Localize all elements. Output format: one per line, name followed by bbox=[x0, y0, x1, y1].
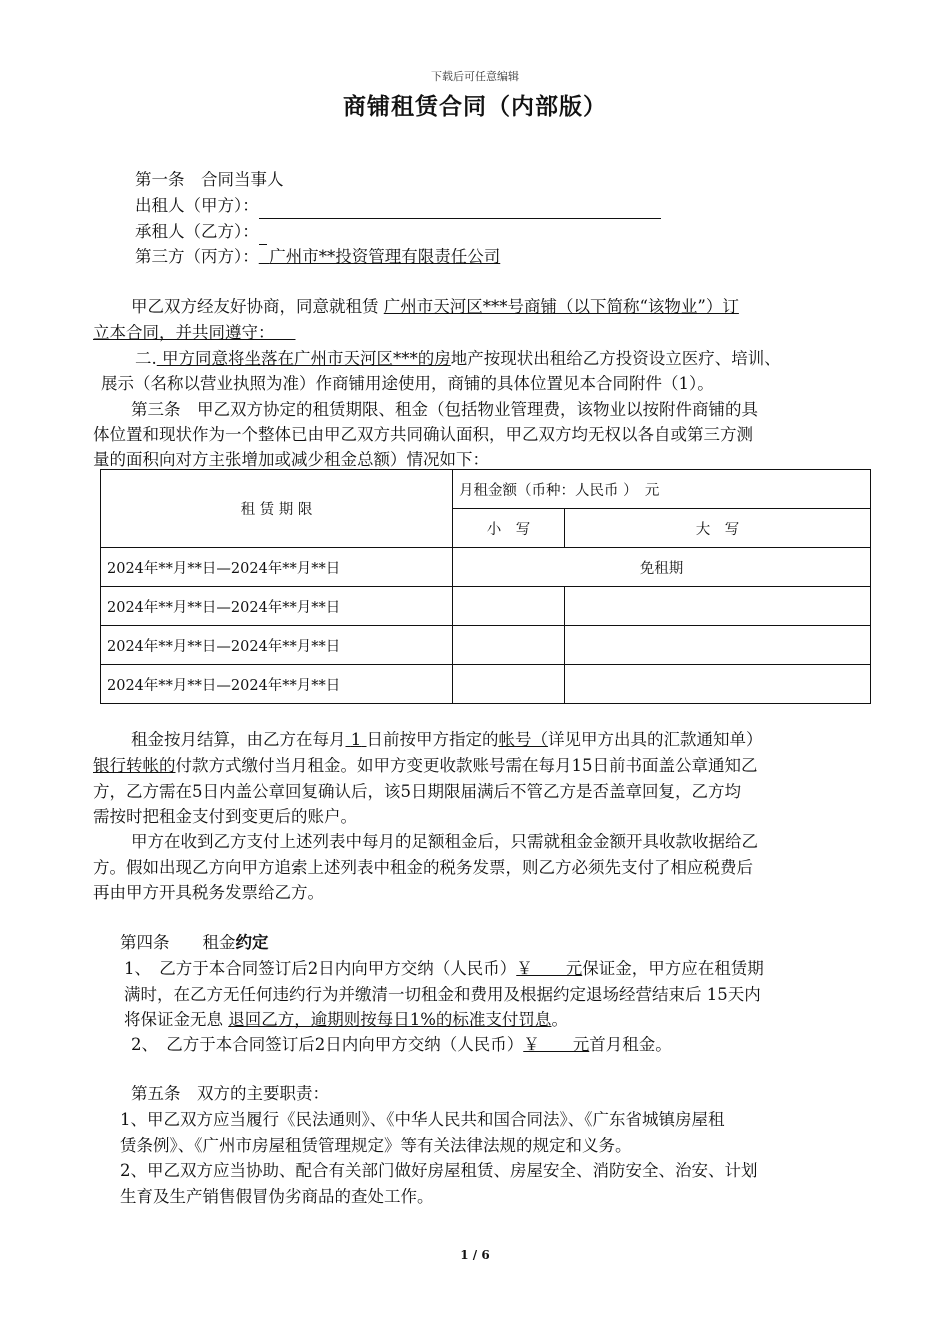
art4-item-2: 2、 乙方于本合同签订后2日内向甲方交纳（人民币）￥ 元首月租金。 bbox=[131, 1035, 672, 1054]
lessee-label: 承租人（乙方）： bbox=[135, 222, 259, 241]
lessee-blank bbox=[259, 226, 267, 245]
art3-line-3: 量的面积向对方主张增加或减少租金总额）情况如下： bbox=[93, 450, 489, 469]
small-cell bbox=[453, 587, 565, 626]
period-cell: 2024年**月**日—2024年**月**日 bbox=[101, 548, 453, 587]
third-party-row bbox=[135, 244, 651, 270]
table-row bbox=[101, 548, 871, 587]
art4-heading: 第四条 租金约定 bbox=[120, 933, 269, 952]
table-row bbox=[101, 587, 871, 626]
intro-line-1: 甲乙双方经友好协商，同意就租赁 广州市天河区***号商铺（以下简称“该物业”）订 bbox=[131, 297, 739, 316]
third-party-label: 第三方（丙方）： bbox=[135, 247, 259, 266]
payment-line-2: 银行转帐的付款方式缴付当月租金。如甲方变更收款账号需在每月15日前书面盖公章通知乙 bbox=[93, 756, 758, 775]
big-header: 大 写 bbox=[565, 509, 871, 548]
art4-item-1: 1、 乙方于本合同签订后2日内向甲方交纳（人民币）￥ 元保证金，甲方应在租赁期 bbox=[124, 959, 764, 978]
big-cell bbox=[565, 626, 871, 665]
payment-line-3: 方，乙方需在5日内盖公章回复确认后，该5日期限届满后不管乙方是否盖章回复，乙方均 bbox=[93, 782, 741, 801]
period-cell: 2024年**月**日—2024年**月**日 bbox=[101, 665, 453, 704]
payment-line-5: 甲方在收到乙方支付上述列表中每月的足额租金后，只需就租金金额开具收款收据给乙 bbox=[131, 832, 758, 851]
period-cell: 2024年**月**日—2024年**月**日 bbox=[101, 626, 453, 665]
payment-line-6: 方。假如出现乙方向甲方追索上述列表中租金的税务发票，则乙方必须先支付了相应税费后 bbox=[93, 858, 753, 877]
art4-item-1-line-2: 满时，在乙方无任何违约行为并缴清一切租金和费用及根据约定退场经营结束后 15天内 bbox=[124, 985, 761, 1004]
small-cell bbox=[453, 665, 565, 704]
art1-heading: 第一条 合同当事人 bbox=[135, 170, 284, 189]
rent-free-cell: 免租期 bbox=[453, 548, 871, 587]
art5-item-2-line-1: 2、甲乙双方应当协助、配合有关部门做好房屋租赁、房屋安全、消防安全、治安、计划 bbox=[120, 1161, 758, 1180]
payment-line-1: 租金按月结算，由乙方在每月 1 日前按甲方指定的帐号（详见甲方出具的汇款通知单） bbox=[131, 730, 763, 749]
art2-line-2: 展示（名称以营业执照为准）作商铺用途使用，商铺的具体位置见本合同附件（1）。 bbox=[101, 374, 714, 393]
lessor-row bbox=[135, 193, 661, 219]
art4-item-1-line-3: 将保证金无息 退回乙方，逾期则按每日1%的标准支付罚息。 bbox=[124, 1010, 568, 1029]
lessee-row bbox=[135, 219, 267, 245]
big-cell bbox=[565, 587, 871, 626]
header-note: 下载后可任意编辑 bbox=[431, 70, 519, 83]
small-cell bbox=[453, 626, 565, 665]
lessor-label: 出租人（甲方）： bbox=[135, 196, 259, 215]
art5-item-1-line-1: 1、甲乙双方应当履行《民法通则》、《中华人民共和国合同法》、《广东省城镇房屋租 bbox=[120, 1110, 725, 1129]
intro-line-2: 立本合同，并共同遵守： bbox=[93, 323, 275, 342]
rent-header: 月租金额（币种：人民币 ） 元 bbox=[453, 470, 871, 509]
big-cell bbox=[565, 665, 871, 704]
period-cell: 2024年**月**日—2024年**月**日 bbox=[101, 587, 453, 626]
payment-line-4: 需按时把租金支付到变更后的账户。 bbox=[93, 807, 357, 826]
rent-table bbox=[100, 469, 871, 704]
deposit-amount: ￥ 元 bbox=[516, 959, 583, 978]
table-row bbox=[101, 626, 871, 665]
table-row bbox=[101, 665, 871, 704]
art5-item-2-line-2: 生育及生产销售假冒伪劣商品的查处工作。 bbox=[120, 1187, 434, 1206]
page-title: 商铺租赁合同（内部版） bbox=[343, 93, 607, 120]
first-rent-amount: ￥ 元 bbox=[523, 1035, 590, 1054]
small-header: 小 写 bbox=[453, 509, 565, 548]
lessor-blank bbox=[259, 200, 661, 219]
art2-line-1: 二. 甲方同意将坐落在广州市天河区***的房地产按现状出租给乙方投资设立医疗、培训、 bbox=[135, 349, 781, 368]
art5-heading: 第五条 双方的主要职责： bbox=[131, 1084, 329, 1103]
third-party-value: 广州市**投资管理有限责任公司 bbox=[269, 247, 501, 266]
art5-item-1-line-2: 赁条例》、《广州市房屋租赁管理规定》等有关法律法规的规定和义务。 bbox=[120, 1136, 632, 1155]
art3-line-1: 第三条 甲乙双方协定的租赁期限、租金（包括物业管理费，该物业以按附件商铺的具 bbox=[131, 400, 758, 419]
page-number: 1 / 6 bbox=[460, 1248, 490, 1262]
art3-line-2: 体位置和现状作为一个整体已由甲乙双方共同确认面积，甲乙双方均无权以各自或第三方测 bbox=[93, 425, 753, 444]
payment-line-7: 再由甲方开具税务发票给乙方。 bbox=[93, 883, 324, 902]
period-header: 租 赁 期 限 bbox=[101, 470, 453, 548]
